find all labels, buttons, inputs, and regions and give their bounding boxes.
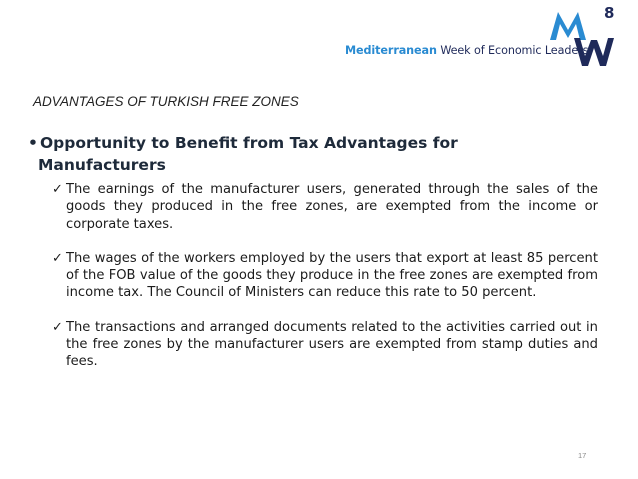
check-icon: ✓ <box>52 250 63 266</box>
mw-logo-mark-icon <box>342 8 632 68</box>
check-icon: ✓ <box>52 319 63 335</box>
list-item <box>52 181 598 233</box>
main-bullet-line2: Manufacturers <box>38 156 166 174</box>
list-item <box>52 319 598 371</box>
point-text: The wages of the workers employed by the users that export at least 85 percent of the FOB value of the goods they produce in the free zones are exempted from income tax. The Council of Ministers can reduce this rate to 50 percent. <box>66 250 598 301</box>
point-text: The earnings of the manufacturer users, generated through the sales of the goods they produced in the free zones, are exempted from the income or corporate taxes. <box>66 182 598 232</box>
logo-text <box>345 44 588 57</box>
logo-subtitle: Week of Economic Leaders <box>436 44 589 57</box>
logo <box>342 4 632 68</box>
list-item <box>52 250 598 302</box>
main-bullet <box>28 132 588 176</box>
bullet-icon: • <box>28 134 38 152</box>
point-text: The transactions and arranged documents related to the activities carried out in the free zones by the manufacturer users are exempted from stamp duties and fees. <box>66 319 598 370</box>
section-title: ADVANTAGES OF TURKISH FREE ZONES <box>33 94 299 109</box>
points-list <box>52 181 598 388</box>
check-icon: ✓ <box>52 182 63 197</box>
main-bullet-line1: Opportunity to Benefit from Tax Advantages for <box>40 134 458 152</box>
logo-brand: Mediterranean <box>345 44 437 57</box>
logo-number: 8 <box>604 4 615 22</box>
page-number: 17 <box>578 451 587 460</box>
